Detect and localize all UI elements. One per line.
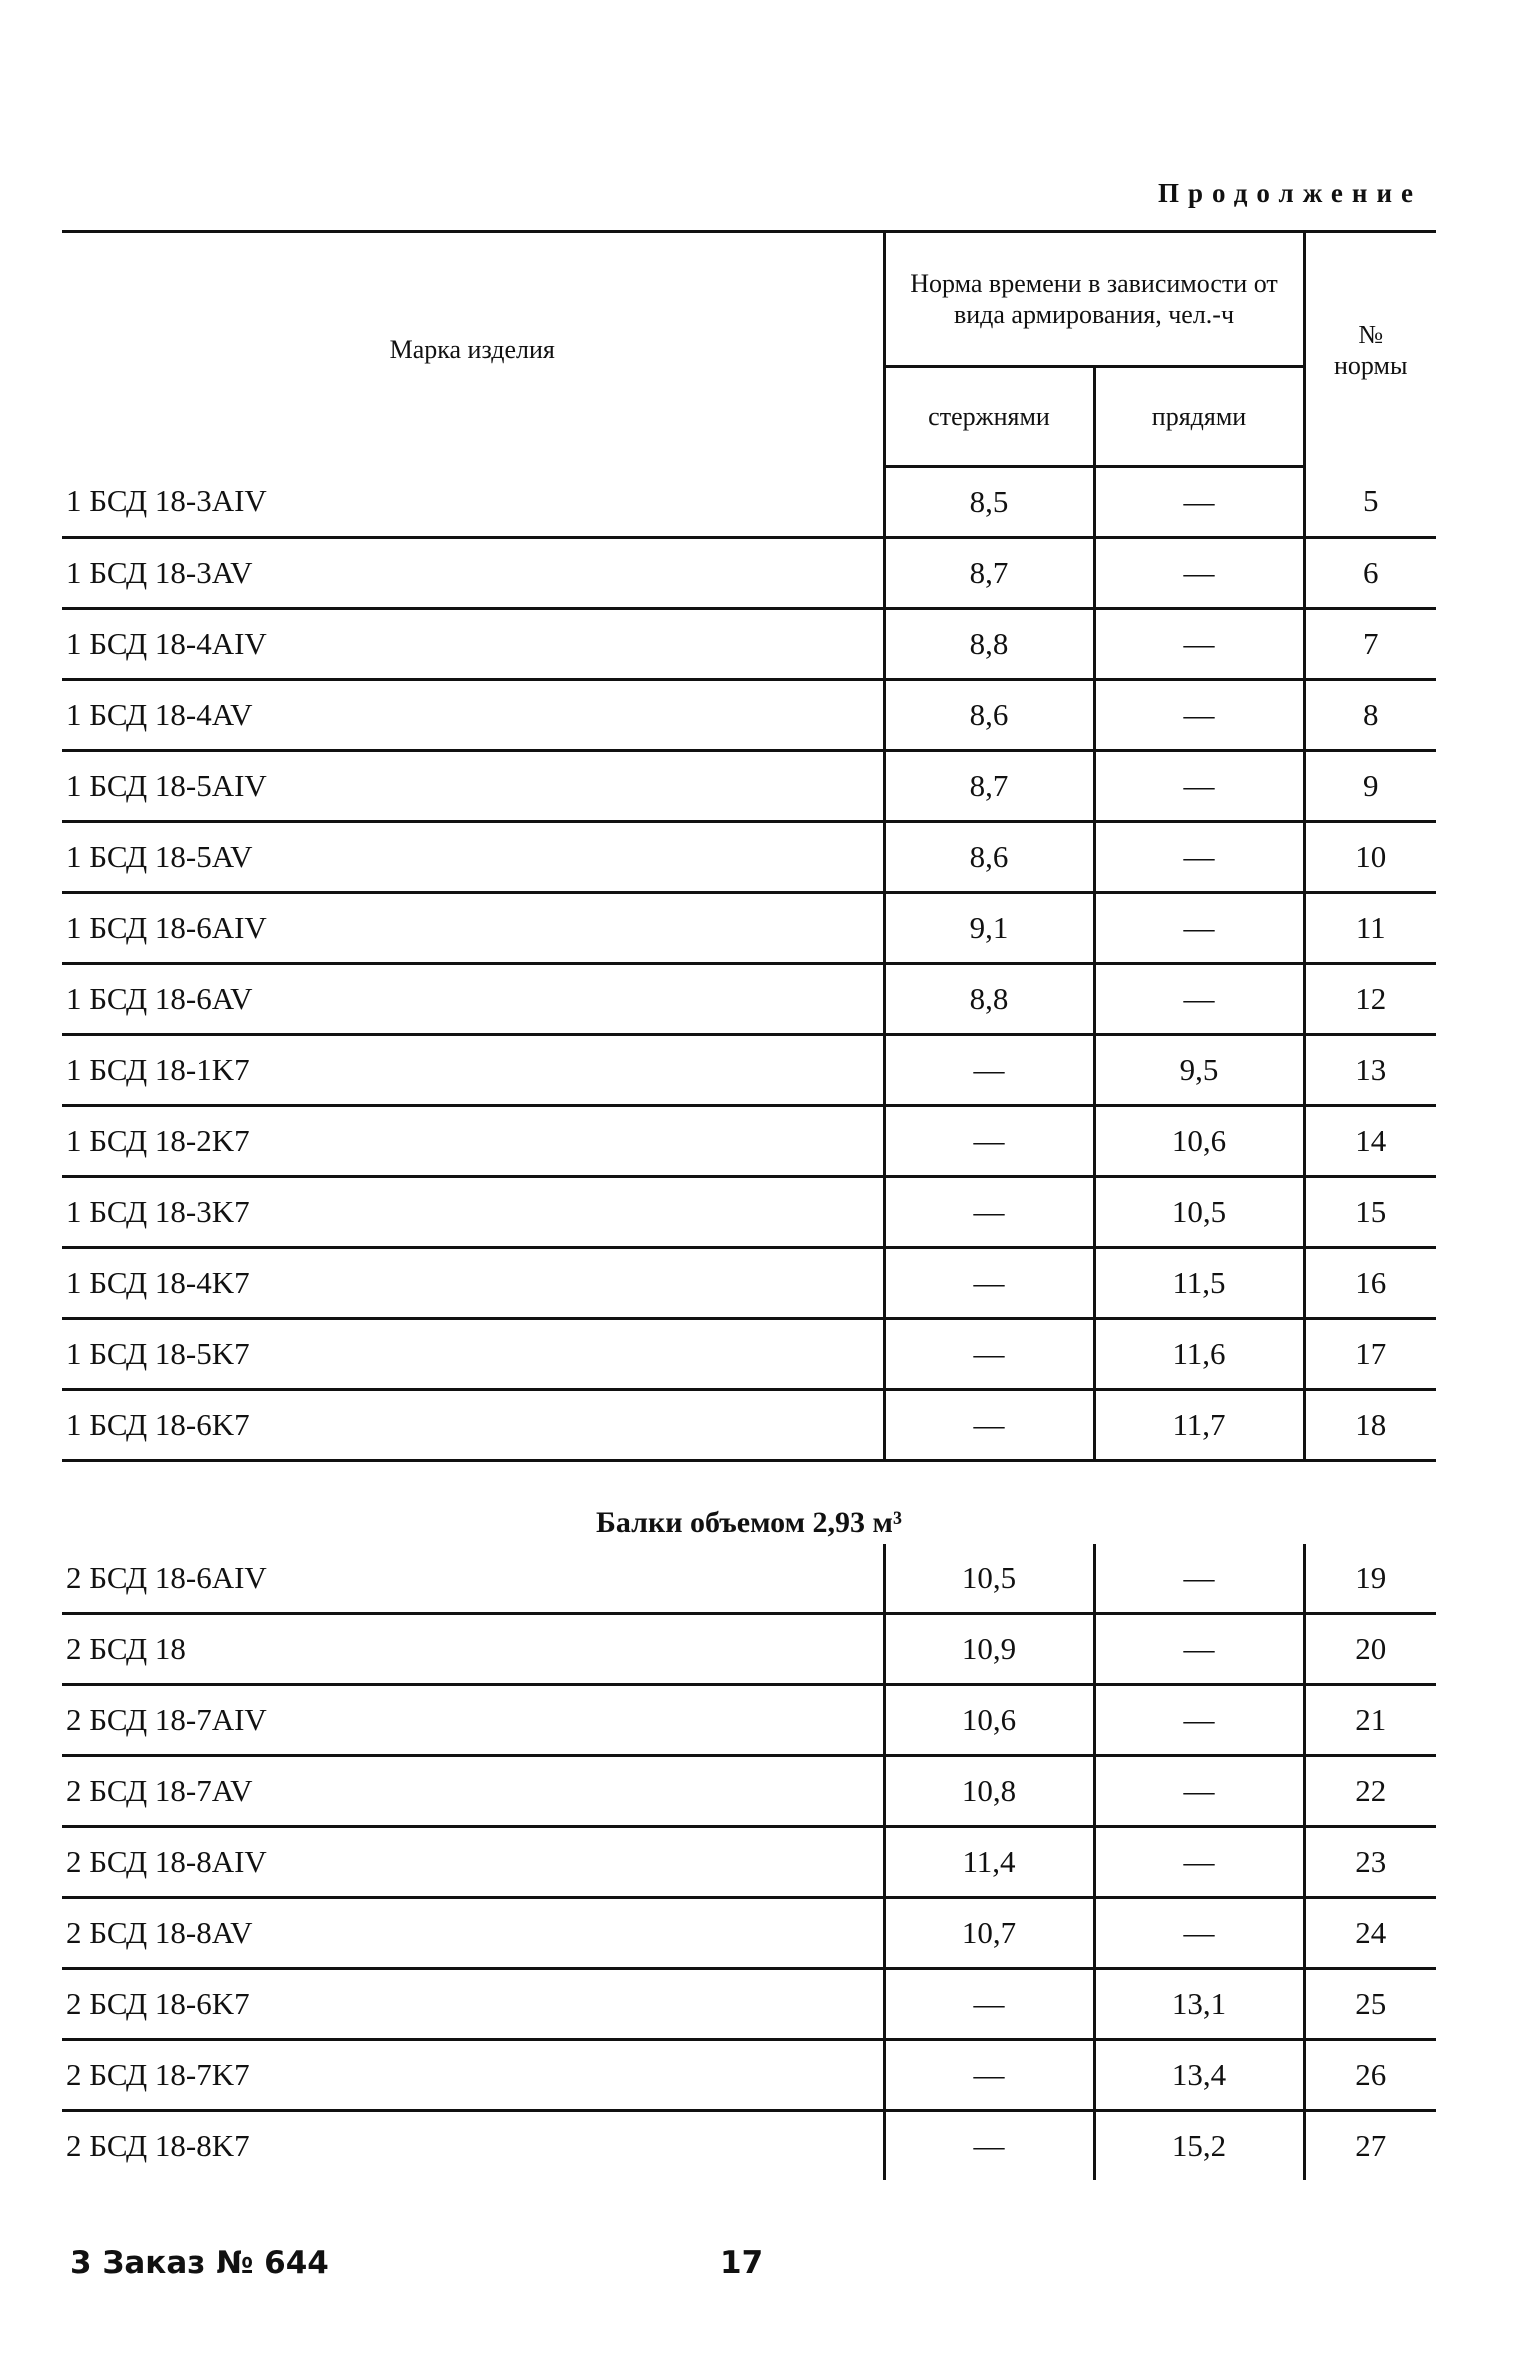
section-title: Балки объемом 2,93 м³: [596, 1506, 902, 1539]
number-label: нормы: [1334, 350, 1408, 380]
table-row: [62, 1544, 1436, 1614]
mark-cell: 2 БСД 18-6AIV: [62, 1544, 884, 1614]
strands-cell: 11,5: [1094, 1248, 1304, 1319]
norm-number-cell: 13: [1304, 1035, 1436, 1106]
mark-cell: 2 БСД 18-7AV: [62, 1756, 884, 1827]
strands-cell: —: [1094, 467, 1304, 538]
mark-cell: 2 БСД 18-7K7: [62, 2040, 884, 2111]
mark-cell: 1 БСД 18-6AV: [62, 964, 884, 1035]
table-row: [62, 1898, 1436, 1969]
table-row: [62, 467, 1436, 538]
rods-cell: —: [884, 2111, 1094, 2181]
column-header-norm-group: Норма времени в зависимости от вида армирования, чел.-ч: [884, 232, 1304, 367]
strands-cell: —: [1094, 1898, 1304, 1969]
table-row: [62, 893, 1436, 964]
rods-cell: —: [884, 1177, 1094, 1248]
table-row: [62, 2040, 1436, 2111]
continuation-label: Продолжение: [1158, 178, 1422, 208]
strands-cell: —: [1094, 1827, 1304, 1898]
rods-cell: 8,7: [884, 538, 1094, 609]
rods-cell: —: [884, 1390, 1094, 1461]
strands-cell: —: [1094, 751, 1304, 822]
table-row: [62, 1969, 1436, 2040]
rods-cell: 8,6: [884, 680, 1094, 751]
norm-number-cell: 10: [1304, 822, 1436, 893]
rods-cell: 8,8: [884, 964, 1094, 1035]
rods-cell: —: [884, 1969, 1094, 2040]
strands-cell: 15,2: [1094, 2111, 1304, 2181]
strands-cell: 11,6: [1094, 1319, 1304, 1390]
table-row: [62, 609, 1436, 680]
mark-cell: 1 БСД 18-3AV: [62, 538, 884, 609]
mark-cell: 1 БСД 18-4K7: [62, 1248, 884, 1319]
rods-cell: 8,5: [884, 467, 1094, 538]
table-row: [62, 1106, 1436, 1177]
strands-cell: 10,6: [1094, 1106, 1304, 1177]
mark-cell: 2 БСД 18-7AIV: [62, 1685, 884, 1756]
norm-number-cell: 16: [1304, 1248, 1436, 1319]
table-row: [62, 1756, 1436, 1827]
strands-cell: —: [1094, 609, 1304, 680]
strands-cell: 10,5: [1094, 1177, 1304, 1248]
column-header-number: [1304, 232, 1436, 467]
table-row: [62, 751, 1436, 822]
mark-cell: 2 БСД 18: [62, 1614, 884, 1685]
rods-cell: 9,1: [884, 893, 1094, 964]
column-header-strands: прядями: [1094, 367, 1304, 467]
mark-cell: 2 БСД 18-8AIV: [62, 1827, 884, 1898]
table-header: [62, 232, 1436, 467]
norm-number-cell: 9: [1304, 751, 1436, 822]
table-row: [62, 1827, 1436, 1898]
footer-order-number: 3 Заказ № 644: [70, 2245, 329, 2281]
rods-cell: —: [884, 1106, 1094, 1177]
strands-cell: 13,1: [1094, 1969, 1304, 2040]
strands-cell: —: [1094, 1685, 1304, 1756]
page-number: 17: [720, 2245, 764, 2281]
rods-cell: —: [884, 1319, 1094, 1390]
mark-cell: 1 БСД 18-2K7: [62, 1106, 884, 1177]
mark-cell: 2 БСД 18-8AV: [62, 1898, 884, 1969]
table-row: [62, 538, 1436, 609]
table-row: [62, 680, 1436, 751]
norm-number-cell: 19: [1304, 1544, 1436, 1614]
strands-cell: —: [1094, 538, 1304, 609]
strands-cell: —: [1094, 893, 1304, 964]
mark-cell: 1 БСД 18-1K7: [62, 1035, 884, 1106]
column-header-mark: Марка изделия: [62, 232, 884, 467]
rods-cell: 10,6: [884, 1685, 1094, 1756]
norm-number-cell: 12: [1304, 964, 1436, 1035]
mark-cell: 1 БСД 18-6K7: [62, 1390, 884, 1461]
mark-cell: 1 БСД 18-4AIV: [62, 609, 884, 680]
rods-cell: 10,5: [884, 1544, 1094, 1614]
section-row: [62, 1461, 1436, 1545]
rods-cell: 10,7: [884, 1898, 1094, 1969]
time-norm-table: [62, 230, 1436, 2180]
norm-number-cell: 22: [1304, 1756, 1436, 1827]
norm-number-cell: 21: [1304, 1685, 1436, 1756]
mark-cell: 1 БСД 18-3AIV: [62, 467, 884, 538]
strands-cell: —: [1094, 822, 1304, 893]
rods-cell: —: [884, 2040, 1094, 2111]
mark-cell: 2 БСД 18-8K7: [66, 2128, 250, 2163]
table-row: [62, 1177, 1436, 1248]
mark-cell: 1 БСД 18-4AV: [62, 680, 884, 751]
table-row: [62, 964, 1436, 1035]
mark-cell: 1 БСД 18-5AIV: [62, 751, 884, 822]
rods-cell: —: [884, 1248, 1094, 1319]
table-body: [62, 467, 1436, 2181]
strands-cell: 13,4: [1094, 2040, 1304, 2111]
norm-number-cell: 5: [1304, 467, 1436, 538]
rods-cell: 10,9: [884, 1614, 1094, 1685]
norm-number-cell: 23: [1304, 1827, 1436, 1898]
table-row: [62, 1390, 1436, 1461]
table-row: [62, 2111, 1436, 2181]
norm-number-cell: 26: [1304, 2040, 1436, 2111]
strands-cell: —: [1094, 680, 1304, 751]
mark-cell: 2 БСД 18-6K7: [62, 1969, 884, 2040]
norm-number-cell: 24: [1304, 1898, 1436, 1969]
column-header-rods: стержнями: [884, 367, 1094, 467]
rods-cell: 8,6: [884, 822, 1094, 893]
rods-cell: 10,8: [884, 1756, 1094, 1827]
rods-cell: 8,8: [884, 609, 1094, 680]
norm-number-cell: 7: [1304, 609, 1436, 680]
norm-number-cell: 18: [1304, 1390, 1436, 1461]
mark-cell: 1 БСД 18-6AIV: [62, 893, 884, 964]
norm-number-cell: 27: [1304, 2111, 1436, 2181]
norm-number-cell: 8: [1304, 680, 1436, 751]
norm-number-cell: 6: [1304, 538, 1436, 609]
number-symbol: №: [1358, 319, 1384, 349]
rods-cell: 11,4: [884, 1827, 1094, 1898]
strands-cell: —: [1094, 1756, 1304, 1827]
strands-cell: —: [1094, 964, 1304, 1035]
norm-number-cell: 14: [1304, 1106, 1436, 1177]
norm-number-cell: 25: [1304, 1969, 1436, 2040]
table-row: [62, 1685, 1436, 1756]
norm-number-cell: 15: [1304, 1177, 1436, 1248]
table-row: [62, 1319, 1436, 1390]
mark-cell: 1 БСД 18-5AV: [62, 822, 884, 893]
table-row: [62, 1035, 1436, 1106]
strands-cell: —: [1094, 1544, 1304, 1614]
mark-cell: 1 БСД 18-3K7: [62, 1177, 884, 1248]
table-row: [62, 1614, 1436, 1685]
table-row: [62, 822, 1436, 893]
strands-cell: 9,5: [1094, 1035, 1304, 1106]
norm-number-cell: 17: [1304, 1319, 1436, 1390]
strands-cell: —: [1094, 1614, 1304, 1685]
norm-number-cell: 20: [1304, 1614, 1436, 1685]
norm-number-cell: 11: [1304, 893, 1436, 964]
rods-cell: —: [884, 1035, 1094, 1106]
table-row: [62, 1248, 1436, 1319]
strands-cell: 11,7: [1094, 1390, 1304, 1461]
rods-cell: 8,7: [884, 751, 1094, 822]
mark-cell: 1 БСД 18-5K7: [62, 1319, 884, 1390]
